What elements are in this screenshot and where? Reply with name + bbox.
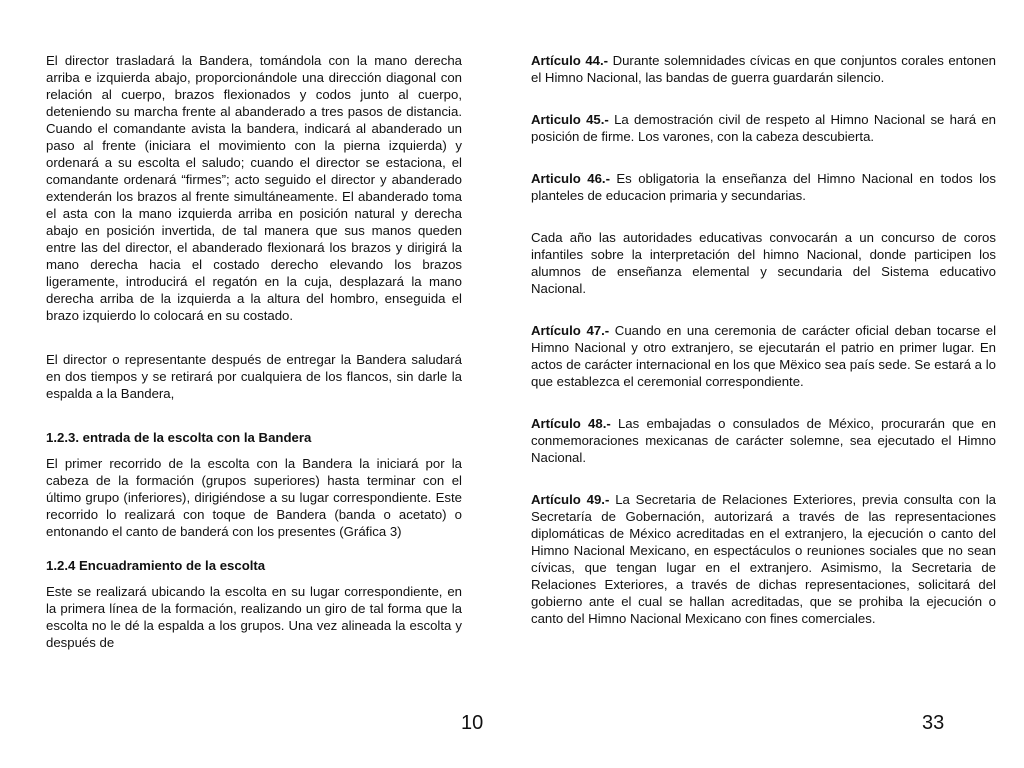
article-44-label: Artículo 44.-	[531, 53, 609, 68]
article-47-label: Artículo 47.-	[531, 323, 610, 338]
article-46-text: Es obligatoria la enseñanza del Himno Nacional en todos los planteles de educacion primaria y secundarias.	[531, 171, 996, 203]
page-number-right: 33	[922, 712, 945, 734]
left-page-column	[46, 52, 462, 651]
article-45	[531, 111, 996, 145]
right-page-column	[531, 52, 996, 627]
article-45-label: Articulo 45.-	[531, 112, 609, 127]
article-46-label: Articulo 46.-	[531, 171, 610, 186]
article-47	[531, 322, 996, 390]
article-45-text: La demostración civil de respeto al Himno Nacional se hará en posición de firme. Los varones, con la cabeza descubierta.	[531, 112, 996, 144]
page-number-left: 10	[461, 712, 484, 734]
article-49-text: La Secretaria de Relaciones Exteriores, previa consulta con la Secretaría de Gobernación, autorizará a través de las representaciones diplomáticas de México acreditadas en el extranjero, la ejecución o canto del Himno Nacional Mexicano, en espectáculos o reuniones sociales que no sean cívicas, que tengan lugar en el extranjero. Asimismo, la Secretaria de Relaciones Exteriores, a través de dichas representaciones, solicitará del gobierno ante el cual se hallan acreditadas, que se prohiba la ejecución o canto del Himno Nacional Mexicano con fines comerciales.	[531, 492, 997, 626]
article-46	[531, 170, 996, 204]
article-44-text: Durante solemnidades cívicas en que conjuntos corales entonen el Himno Nacional, las bandas de guerra guardarán silencio.	[531, 53, 996, 85]
article-48-text: Las embajadas o consulados de México, procurarán que en conmemoraciones mexicanas de carácter solemne, sea ejecutado el Himno Nacional.	[531, 416, 996, 465]
paragraph-primer-recorrido: El primer recorrido de la escolta con la Bandera la iniciará por la cabeza de la formación (grupos superiores) hasta terminar con el último grupo (inferiores), dirigiéndose a su lugar correspondiente. Este recorrido lo realizará con toque de Bandera (banda o acetato) o entonando el canto de banderá con los presentes (Gráfica 3)	[46, 456, 462, 539]
article-49	[531, 491, 996, 627]
section-heading-entrada-escolta: 1.2.3. entrada de la escolta con la Bandera	[46, 430, 312, 445]
article-44	[531, 52, 996, 86]
section-heading-encuadramiento: 1.2.4 Encuadramiento de la escolta	[46, 558, 266, 573]
article-47-text: Cuando en una ceremonia de carácter oficial deban tocarse el Himno Nacional y otro extranjero, se ejecutarán el patrio en primer lugar. En actos de carácter internacional en los que Mëxico sea país sede. Se estará a lo que establezca el ceremonial correspondiente.	[531, 323, 996, 389]
article-48	[531, 415, 996, 466]
paragraph-encuadramiento: Este se realizará ubicando la escolta en su lugar correspondiente, en la primera línea de la formación, realizando un giro de tal forma que la escolta no le dé la espalda a los grupos. Una vez alineada la escolta y después de	[46, 584, 462, 650]
article-49-label: Artículo 49.-	[531, 492, 610, 507]
article-48-label: Artículo 48.-	[531, 416, 611, 431]
paragraph-director-traslada: El director trasladará la Bandera, tomándola con la mano derecha arriba e izquierda abajo, proporcionándole una dirección diagonal con relación al cuerpo, brazos flexionados y codos junto al cuerpo, deteniendo su marcha frente al abanderado a tres pasos de distancia. Cuando el comandante avista la bandera, indicará al abanderado un paso al frente (iniciara el movimiento con la pierna izquierda) y ordenará a su escolta el saludo; cuando el director se estaciona, el comandante ordenará “firmes”; acto seguido el director y abanderado extenderán los brazos al frente simultáneamente. El abanderado toma el asta con la mano izquierda arriba en posición natural y derecha abajo en posición invertida, de tal manera que sus manos queden entre las del director, el abanderado flexionará los brazos y dirigirá la mano derecha hacia el costado derecho elevando los brazos ligeramente, introducirá el regatón en la cuja, desplazará la mano derecha arriba de la izquierda a la altura del hombro, enseguida el brazo izquierdo lo colocará en su costado.	[46, 53, 462, 323]
paragraph-director-saluda: El director o representante después de entregar la Bandera saludará en dos tiempos y se retirará por cualquiera de los flancos, sin darle la espalda a la Bandera,	[46, 352, 462, 401]
paragraph-concurso-coros: Cada año las autoridades educativas convocarán a un concurso de coros infantiles sobre la interpretación del himno Nacional, donde participen los alumnos de enseñanza elemental y secundaria del Sistema educativo Nacional.	[531, 230, 996, 296]
